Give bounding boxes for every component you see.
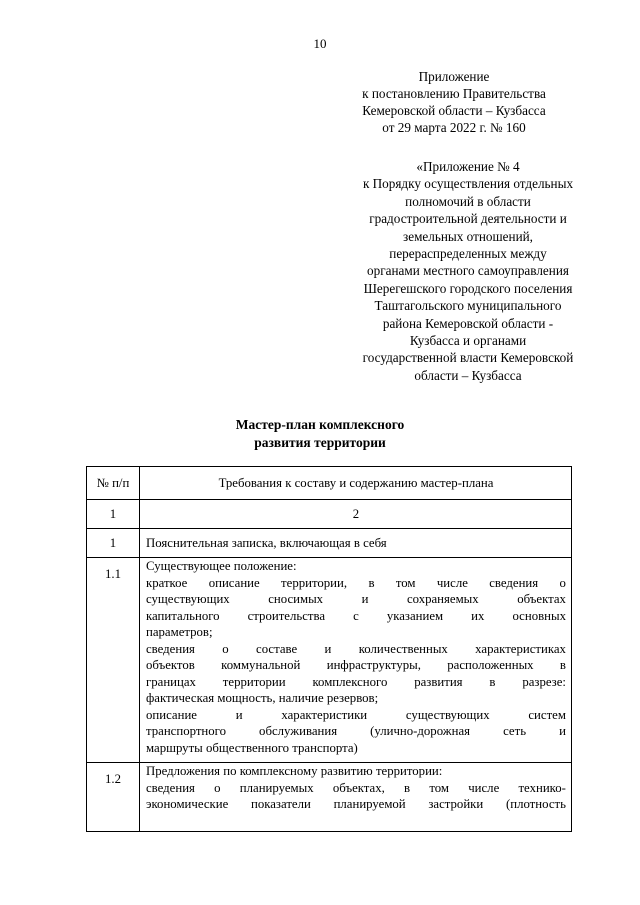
row-line: транспортного обслуживания (улично-дорожная сеть и [146, 724, 566, 738]
approval-block [340, 68, 568, 136]
row-line: Предложения по комплексному развитию территории: [146, 764, 443, 778]
appendix-line: органами местного самоуправления [367, 263, 569, 279]
appendix-line: Кузбасса и органами [409, 333, 527, 349]
appendix-line: «Приложение № 4 [416, 159, 520, 174]
row-text [140, 763, 572, 832]
header-req-cell: Требования к составу и содержанию мастер-плана [140, 467, 572, 500]
row-line: капитального строительства с указанием их основных [146, 608, 566, 623]
row-line: объектов коммунальной инфраструктуры, расположенных в [146, 658, 566, 672]
row-line: краткое описание территории, в том числе сведения о [146, 575, 566, 590]
document-title-line: Мастер-план комплексного [235, 417, 405, 432]
row-line: маршруты общественного транспорта) [146, 740, 358, 755]
column-number-2: 2 [140, 500, 572, 529]
appendix-line: Таштагольского муниципального [374, 298, 562, 314]
approval-line: к постановлению Правительства [362, 86, 546, 101]
row-line: экономические показатели планируемой застройки (плотность [146, 797, 566, 811]
table-row [87, 558, 572, 763]
appendix-line: земельных отношений, [403, 228, 533, 244]
approval-line: Приложение [418, 69, 490, 84]
appendix-line: градостроительной деятельности и [369, 211, 567, 227]
appendix-line: государственной власти Кемеровской [362, 350, 574, 366]
row-text [140, 558, 572, 763]
row-line: сведения о составе и количественных характеристиках [146, 641, 566, 656]
table-row [87, 529, 572, 558]
row-number: 1.1 [87, 558, 140, 763]
requirements-table [86, 466, 572, 832]
appendix-line: Шерегешского городского поселения [363, 280, 573, 296]
row-line: фактическая мощность, наличие резервов; [146, 691, 379, 705]
document-title-line: развития территории [254, 435, 386, 450]
table-header-row [87, 467, 572, 500]
appendix-line: к Порядку осуществления отдельных [362, 176, 574, 192]
appendix-line: района Кемеровской области - [382, 315, 554, 331]
page-number: 10 [313, 36, 327, 51]
column-number-1: 1 [87, 500, 140, 529]
appendix-line: перераспределенных между [389, 246, 547, 262]
row-line: существующих сносимых и сохраняемых объектах [146, 592, 566, 606]
row-line: параметров; [146, 625, 213, 639]
row-number: 1.2 [87, 763, 140, 832]
approval-line: Кемеровской области – Кузбасса [362, 103, 546, 118]
row-line: Существующее положение: [146, 559, 297, 573]
column-number-row [87, 500, 572, 529]
table-row [87, 763, 572, 832]
row-line: описание и характеристики существующих систем [146, 707, 566, 722]
appendix-block [340, 158, 596, 384]
row-line: границах территории комплексного развития в разрезе: [146, 674, 566, 689]
approval-line: от 29 марта 2022 г. № 160 [382, 120, 526, 135]
appendix-line: полномочий в области [405, 193, 531, 209]
row-line: Пояснительная записка, включающая в себя [146, 535, 387, 550]
appendix-line: области – Кузбасса [414, 367, 522, 383]
row-line: сведения о планируемых объектах, в том числе технико- [146, 780, 566, 795]
document-title [0, 416, 640, 452]
row-number: 1 [87, 529, 140, 558]
header-num-cell: № п/п [87, 467, 140, 500]
row-text [140, 529, 572, 558]
